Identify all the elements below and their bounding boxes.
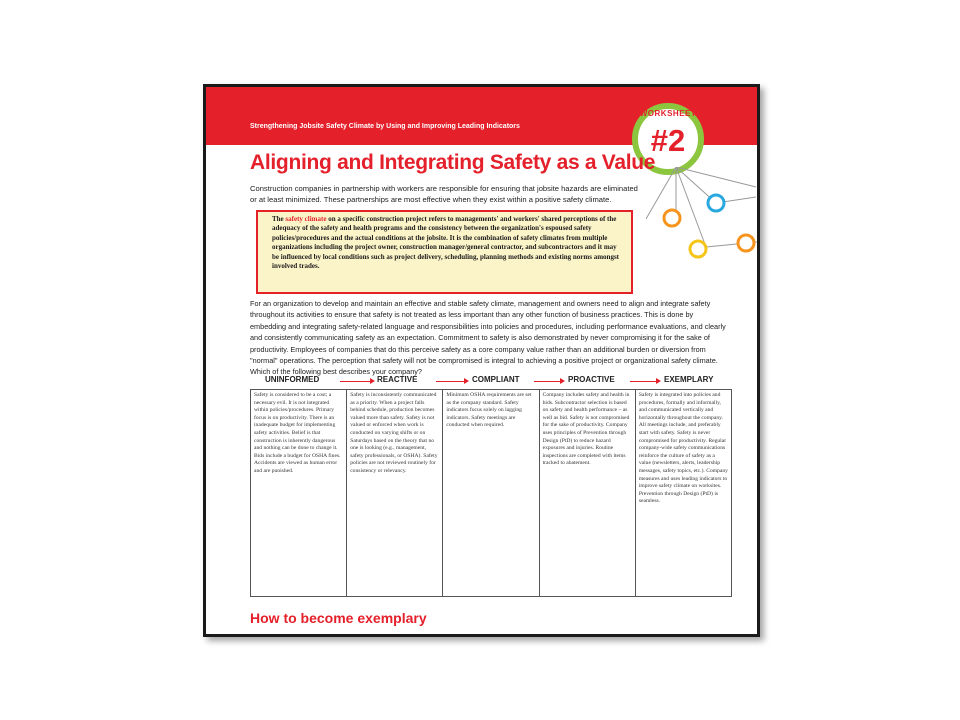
description-reactive: Safety is inconsistently communicated as a priority. When a project falls behind schedule, production becomes valued more than safety. Safety is not valued or enforced when work is conducted on varying shifts or on Saturdays based on the theory that no one is looking (e.g., management, safety professionals, or OSHA). Safety policies are not reviewed routinely for consistency or relevancy.	[347, 390, 443, 596]
arrow-icon	[340, 381, 370, 382]
description-compliant: Minimum OSHA requirements are set as the company standard. Safety indicators focus solely on lagging indicators. Safety meetings are conducted when required.	[443, 390, 539, 596]
description-uninformed: Safety is considered to be a cost; a necessary evil. It is not integrated within policies/procedures. Primary focus is on productivity. There is an inadequate budget for implementing safety activities. Belief is that construction is inherently dangerous and nothing can be done to change it. Bids include a budget for OSHA fines. Accidents are viewed as human error and are punished.	[251, 390, 347, 596]
badge-number: #2	[650, 123, 686, 158]
description-proactive: Company includes safety and health in bids. Subcontractor selection is based on safety and health performance – as well as bid. Safety is not compromised for the sake of productivity. Company uses principles of Prevention through Design (PtD) to reduce hazard exposures and injuries. Routine inspections are completed with items tracked to abatement.	[540, 390, 636, 596]
level-proactive: PROACTIVE	[568, 375, 615, 384]
blue-node-icon	[708, 195, 724, 211]
badge-label: WORKSHEET	[639, 109, 697, 118]
safety-climate-callout	[256, 210, 633, 294]
body-paragraph: For an organization to develop and maintain an effective and stable safety climate, management and owners need to align and integrate safety throughout its activities to ensure that safety is not treated as less important than any other function of business practices. This is done by embedding and integrating safety-related language and responsibilities into policies and procedures, including performance evaluations, and clearly and consistently communicating safety as an expectation. Commitment to safety is also demonstrated by never compromising it for the sake of productivity. Employees of companies that do this perceive safety as a core company value rather than an additional burden or diversion from "normal" operations. The perception that safety will not be compromised is integral to achieving a positive project or organizational safety climate. Which of the following best describes your company?	[250, 299, 726, 377]
callout-lead: The	[272, 215, 286, 223]
level-uninformed: UNINFORMED	[265, 375, 320, 384]
orange-node-icon	[664, 210, 680, 226]
yellow-node-icon	[690, 241, 706, 257]
maturity-scale	[250, 375, 728, 387]
callout-text: on a specific construction project refers to managements' and workers' shared perceptions of the adequacy of the safety and health programs and the consistency between the organization's espoused safety policies/procedures and the actual conditions at the jobsite. It is the combination of safety climates from multiple organizations including the project owner, construction manager/general contractor, and subcontractors and it may be influenced by local conditions such as project delivery, scheduling, planning methods and existing norms amongst involved trades.	[272, 215, 619, 271]
arrow-icon	[534, 381, 560, 382]
section-heading: How to become exemplary	[250, 610, 427, 626]
level-exemplary: EXEMPLARY	[664, 375, 714, 384]
callout-highlight: safety climate	[285, 215, 327, 223]
series-title: Strengthening Jobsite Safety Climate by Using and Improving Leading Indicators	[250, 123, 520, 130]
arrow-icon	[436, 381, 464, 382]
network-graphic	[646, 167, 757, 277]
description-exemplary: Safety is integrated into policies and procedures, formally and informally, and communicated vertically and horizontally throughout the company. All meetings include, and preferably start with safety. Safety is never compromised for productivity. Regular company-wide safety communications reinforce the culture of safety as a value (newsletters, alerts, leadership messages, safety topics, etc.). Company measures and uses leading indicators to improve safety climate on worksites. Prevention through Design (PtD) is seamless.	[638, 392, 728, 505]
orange-node-icon	[738, 235, 754, 251]
worksheet-page	[203, 84, 760, 637]
level-compliant: COMPLIANT	[472, 375, 520, 384]
page-title: Aligning and Integrating Safety as a Value	[250, 151, 656, 174]
level-reactive: REACTIVE	[377, 375, 418, 384]
intro-paragraph: Construction companies in partnership with workers are responsible for ensuring that jobsite hazards are eliminated or at least minimized. These partnerships are most effective when they exist within a positive safety climate.	[250, 184, 638, 204]
arrow-icon	[630, 381, 656, 382]
maturity-table	[250, 389, 732, 597]
